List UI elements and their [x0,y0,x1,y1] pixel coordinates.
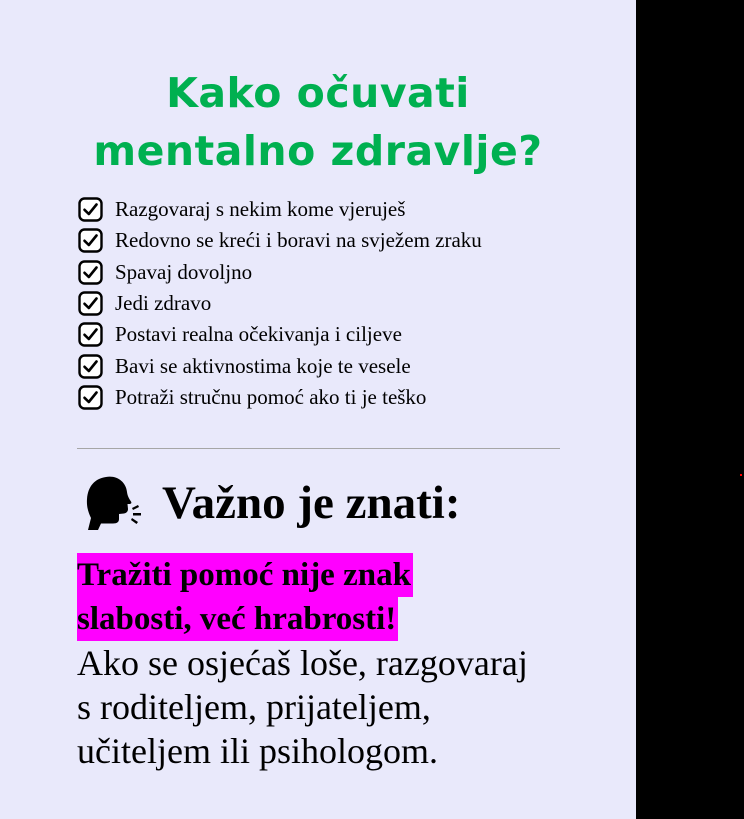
checklist-item-text: Postavi realna očekivanja i ciljeve [115,322,402,347]
checklist-item [78,225,482,256]
checklist-item-text: Jedi zdravo [115,291,212,316]
important-heading [86,474,461,532]
page-title [0,64,636,180]
advice-line-3: učiteljem ili psihologom. [77,731,438,771]
checklist-item [78,257,482,288]
stray-pixel [740,474,742,476]
checkbox-checked-icon [78,385,103,410]
highlight-message [77,553,413,641]
outside-area [636,0,744,819]
checklist-item-text: Potraži stručnu pomoć ako ti je teško [115,384,427,409]
checklist-item [78,350,482,381]
tips-checklist [78,194,482,413]
checkbox-checked-icon [78,322,103,347]
important-heading-text: Važno je znati: [162,477,461,529]
checklist-item [78,319,482,350]
checklist-item-text: Razgovaraj s nekim kome vjeruješ [115,197,406,222]
checklist-item-text: Redovno se kreći i boravi na svježem zraku [115,228,482,253]
checklist-item-text: Bavi se aktivnostima koje te vesele [115,353,411,378]
checkbox-checked-icon [78,291,103,316]
checklist-item [78,382,482,413]
title-line-2: mentalno zdravlje? [93,127,543,175]
checkbox-checked-icon [78,354,103,379]
checkbox-checked-icon [78,260,103,285]
advice-line-1: Ako se osjećaš loše, razgovaraj [77,643,528,683]
highlight-line-1: Tražiti pomoć nije znak [77,553,413,597]
speaking-head-icon [86,474,142,532]
checklist-item [78,194,482,225]
section-divider [77,448,560,449]
checklist-item-text: Spavaj dovoljno [115,259,253,284]
title-line-1: Kako očuvati [166,69,470,117]
highlight-line-2: slabosti, već hrabrosti! [77,597,398,641]
checkbox-checked-icon [78,228,103,253]
checkbox-checked-icon [78,197,103,222]
advice-line-2: s roditeljem, prijateljem, [77,687,431,727]
advice-paragraph [77,641,528,773]
checklist-item [78,288,482,319]
